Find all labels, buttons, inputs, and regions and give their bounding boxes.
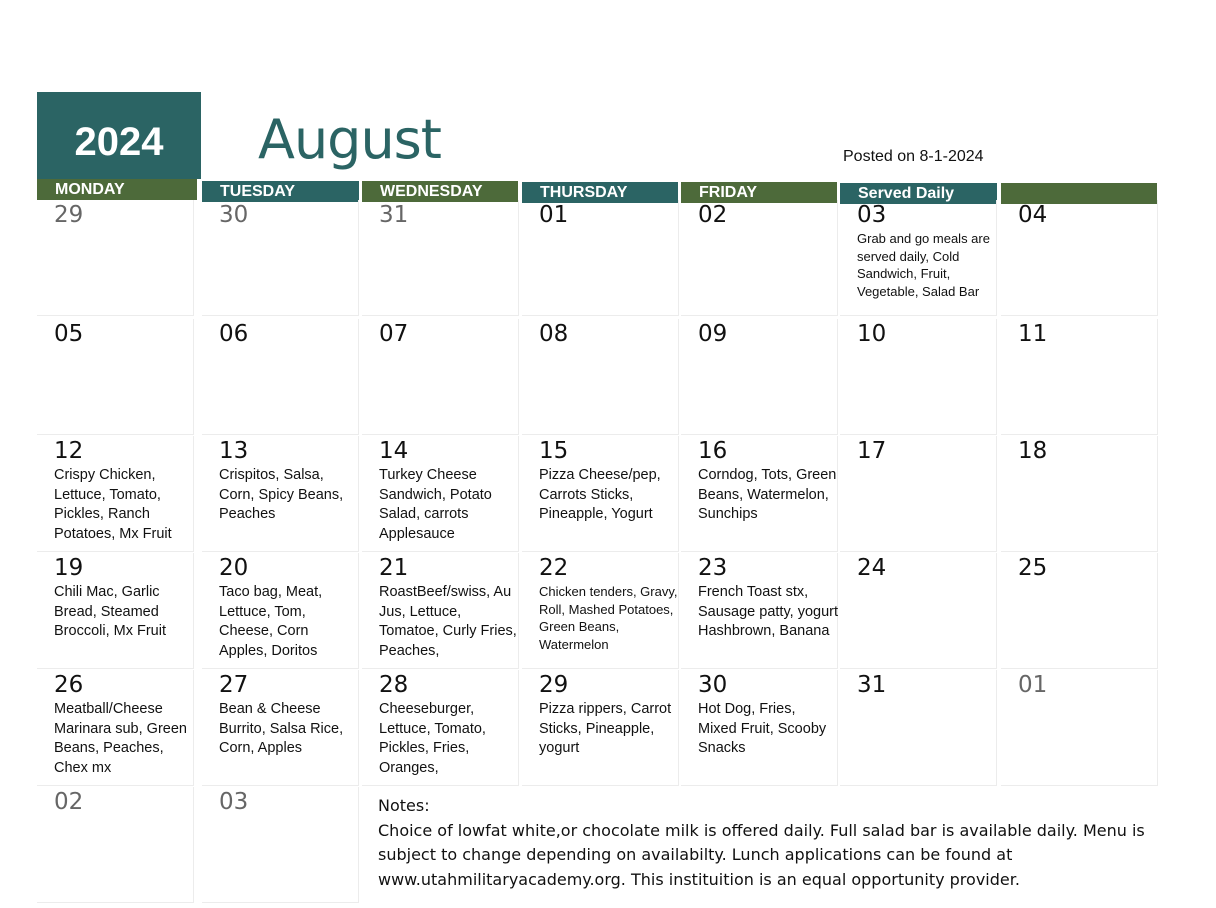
day-cell bbox=[37, 436, 194, 552]
day-number: 31 bbox=[857, 672, 887, 698]
day-cell bbox=[37, 200, 194, 316]
day-number: 19 bbox=[54, 555, 84, 581]
day-cell bbox=[681, 436, 838, 552]
day-cell bbox=[362, 200, 519, 316]
day-cell bbox=[37, 670, 194, 786]
notes-section bbox=[378, 794, 1168, 892]
menu-text: Chili Mac, Garlic Bread, Steamed Broccoli, Mx Fruit bbox=[54, 584, 166, 639]
menu-text: French Toast stx, Sausage patty, yogurt Hashbrown, Banana bbox=[698, 584, 838, 639]
day-number: 24 bbox=[857, 555, 887, 581]
day-cell bbox=[522, 200, 679, 316]
day-number: 11 bbox=[1018, 321, 1048, 347]
menu-text: Hot Dog, Fries, Mixed Fruit, Scooby Snacks bbox=[698, 701, 827, 756]
day-cell bbox=[522, 670, 679, 786]
day-number: 06 bbox=[219, 321, 249, 347]
day-number: 27 bbox=[219, 672, 249, 698]
menu-text: Turkey Cheese Sandwich, Potato Salad, carrots Applesauce bbox=[379, 467, 492, 542]
day-number: 16 bbox=[698, 438, 728, 464]
menu-text: Cheeseburger, Lettuce, Tomato, Pickles, Fries, Oranges, bbox=[379, 701, 486, 776]
day-number: 07 bbox=[379, 321, 409, 347]
day-number: 01 bbox=[1018, 672, 1048, 698]
notes-line: subject to change depending on availabilty. Lunch applications can be found at bbox=[378, 845, 1013, 864]
day-number: 30 bbox=[698, 672, 728, 698]
day-number: 04 bbox=[1018, 202, 1048, 228]
menu-text: Crispitos, Salsa, Corn, Spicy Beans, Peaches bbox=[219, 467, 344, 522]
day-number: 10 bbox=[857, 321, 887, 347]
day-cell bbox=[840, 200, 997, 316]
weekday-header: TUESDAY bbox=[202, 181, 359, 202]
day-cell bbox=[202, 787, 359, 903]
weekday-header: MONDAY bbox=[37, 179, 197, 200]
menu-text: Taco bag, Meat, Lettuce, Tom, Cheese, Corn Apples, Doritos bbox=[219, 584, 323, 659]
day-number: 05 bbox=[54, 321, 84, 347]
weekday-header: THURSDAY bbox=[522, 182, 678, 203]
day-number: 13 bbox=[219, 438, 249, 464]
day-number: 20 bbox=[219, 555, 249, 581]
day-number: 02 bbox=[54, 789, 84, 815]
menu-text: Bean & Cheese Burrito, Salsa Rice, Corn, Apples bbox=[219, 701, 344, 756]
day-number: 08 bbox=[539, 321, 569, 347]
notes-line: www.utahmilitaryacademy.org. This instituition is an equal opportunity provider. bbox=[378, 869, 1020, 889]
day-number: 21 bbox=[379, 555, 409, 581]
day-number: 03 bbox=[219, 789, 249, 815]
day-number: 09 bbox=[698, 321, 728, 347]
day-cell bbox=[840, 436, 997, 552]
day-number: 28 bbox=[379, 672, 409, 698]
posted-date: Posted on 8-1-2024 bbox=[843, 148, 984, 165]
weekday-header: WEDNESDAY bbox=[362, 181, 518, 202]
month-title: August bbox=[258, 108, 441, 171]
day-cell bbox=[202, 436, 359, 552]
day-cell bbox=[681, 670, 838, 786]
weekday-header: Served Daily bbox=[840, 183, 997, 204]
day-cell bbox=[362, 436, 519, 552]
day-cell bbox=[362, 670, 519, 786]
day-number: 29 bbox=[54, 202, 84, 228]
year-label: 2024 bbox=[74, 120, 164, 164]
day-cell bbox=[202, 200, 359, 316]
day-number: 25 bbox=[1018, 555, 1048, 581]
day-number: 17 bbox=[857, 438, 887, 464]
menu-text: Pizza Cheese/pep, Carrots Sticks, Pineapple, Yogurt bbox=[539, 467, 661, 522]
day-number: 03 bbox=[857, 202, 887, 228]
menu-text: RoastBeef/swiss, Au Jus, Lettuce, Tomatoe, Curly Fries, Peaches, bbox=[379, 584, 517, 659]
notes-title: Notes: bbox=[378, 796, 430, 815]
day-cell bbox=[1001, 319, 1158, 435]
day-number: 14 bbox=[379, 438, 409, 464]
day-cell bbox=[681, 319, 838, 435]
day-number: 18 bbox=[1018, 438, 1048, 464]
day-cell bbox=[522, 436, 679, 552]
day-cell bbox=[1001, 553, 1158, 669]
menu-text: Crispy Chicken, Lettuce, Tomato, Pickles, Ranch Potatoes, Mx Fruit bbox=[54, 467, 172, 542]
day-cell bbox=[681, 200, 838, 316]
day-cell bbox=[202, 319, 359, 435]
menu-text: Meatball/Cheese Marinara sub, Green Beans, Peaches, Chex mx bbox=[54, 701, 187, 776]
menu-text: Pizza rippers, Carrot Sticks, Pineapple, yogurt bbox=[539, 701, 672, 756]
day-number: 26 bbox=[54, 672, 84, 698]
day-cell bbox=[37, 319, 194, 435]
day-cell bbox=[362, 319, 519, 435]
day-cell bbox=[202, 553, 359, 669]
day-cell bbox=[1001, 436, 1158, 552]
day-number: 22 bbox=[539, 555, 569, 581]
day-cell bbox=[522, 553, 679, 669]
year-box bbox=[37, 92, 201, 179]
day-cell bbox=[840, 553, 997, 669]
day-number: 02 bbox=[698, 202, 728, 228]
menu-text: Grab and go meals are served daily, Cold Sandwich, Fruit, Vegetable, Salad Bar bbox=[857, 231, 990, 299]
day-number: 30 bbox=[219, 202, 249, 228]
day-cell bbox=[1001, 670, 1158, 786]
notes-line: Choice of lowfat white,or chocolate milk is offered daily. Full salad bar is available daily. Menu is bbox=[378, 820, 1145, 840]
day-number: 29 bbox=[539, 672, 569, 698]
day-cell bbox=[202, 670, 359, 786]
day-number: 23 bbox=[698, 555, 728, 581]
day-number: 15 bbox=[539, 438, 569, 464]
day-cell bbox=[840, 670, 997, 786]
day-cell bbox=[840, 319, 997, 435]
day-number: 31 bbox=[379, 202, 409, 228]
day-number: 01 bbox=[539, 202, 569, 228]
day-cell bbox=[37, 553, 194, 669]
day-cell bbox=[681, 553, 838, 669]
weekday-header: FRIDAY bbox=[681, 182, 837, 203]
day-cell bbox=[362, 553, 519, 669]
menu-text: Corndog, Tots, Green Beans, Watermelon, Sunchips bbox=[698, 467, 837, 522]
day-number: 12 bbox=[54, 438, 84, 464]
day-cell bbox=[37, 787, 194, 903]
day-cell bbox=[522, 319, 679, 435]
day-cell bbox=[1001, 200, 1158, 316]
menu-text: Chicken tenders, Gravy, Roll, Mashed Potatoes, Green Beans, Watermelon bbox=[539, 584, 678, 652]
